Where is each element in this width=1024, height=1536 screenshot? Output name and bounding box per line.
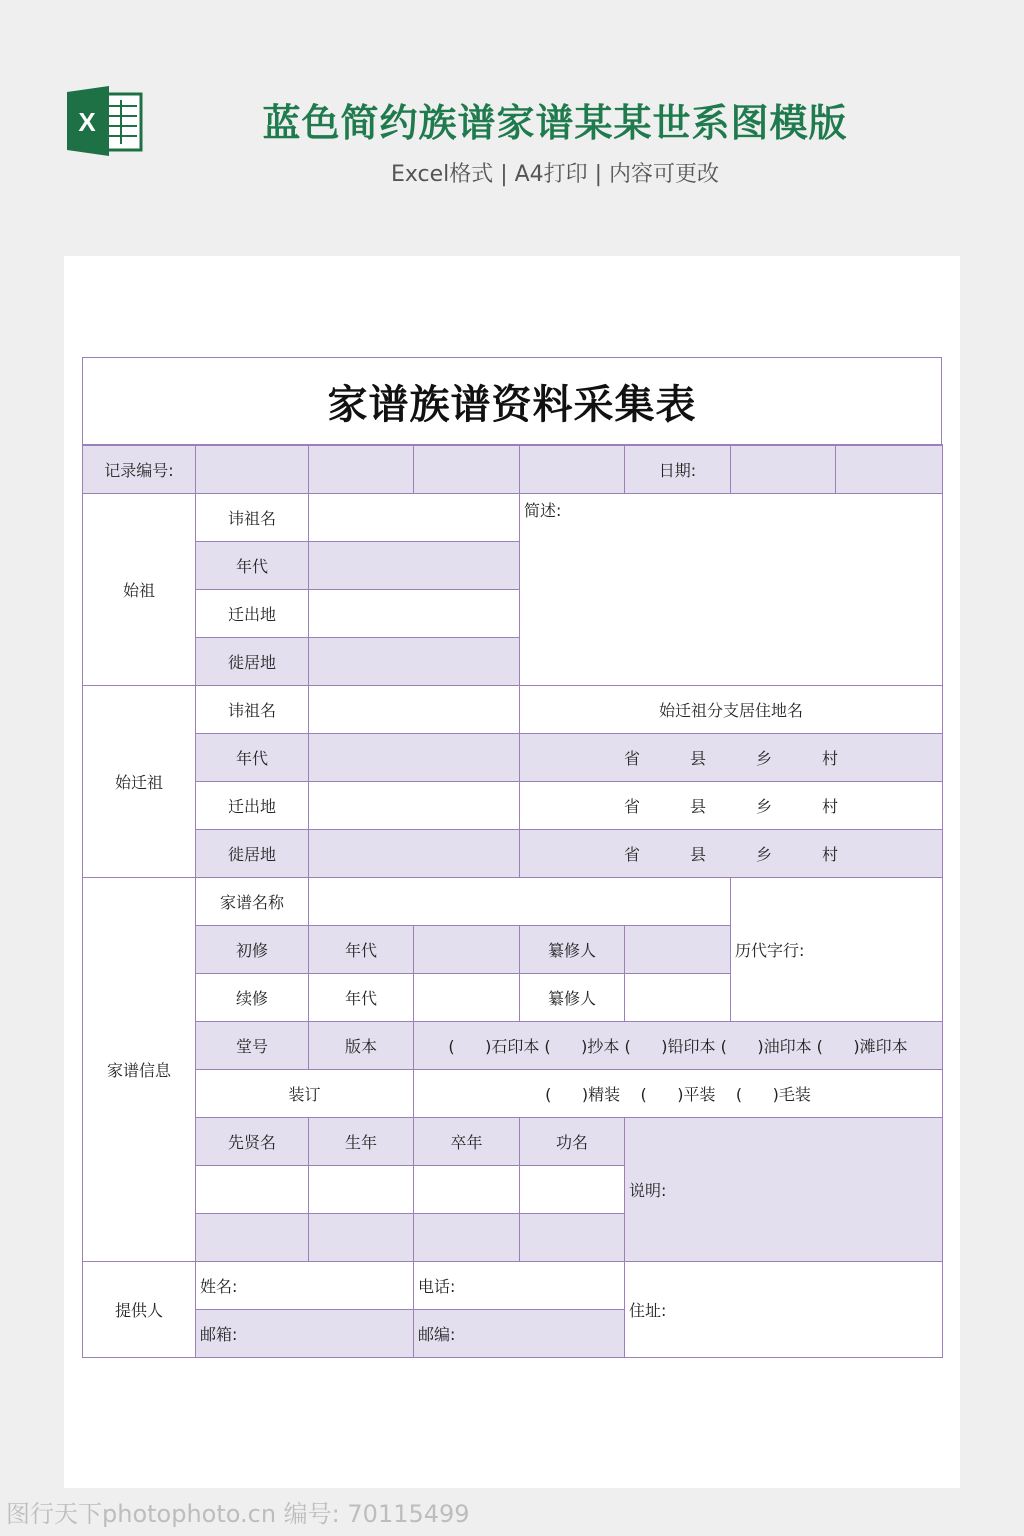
ancestor-cell[interactable] bbox=[520, 1166, 625, 1214]
provider-name-field[interactable]: 姓名: bbox=[196, 1262, 414, 1310]
shizu-origin-input[interactable] bbox=[309, 590, 520, 638]
shiqianzu-name-label: 讳祖名 bbox=[196, 686, 309, 734]
provider-email-field[interactable]: 邮箱: bbox=[196, 1310, 414, 1358]
shiqianzu-origin-label: 迁出地 bbox=[196, 782, 309, 830]
shiqianzu-residence-input[interactable] bbox=[309, 830, 520, 878]
record-no-cell[interactable] bbox=[309, 445, 414, 494]
shiqianzu-era-input[interactable] bbox=[309, 734, 520, 782]
branch-place-row[interactable]: 省 县 乡 村 bbox=[520, 830, 943, 878]
record-no-cell[interactable] bbox=[520, 445, 625, 494]
date-label: 日期: bbox=[625, 445, 731, 494]
notes-field[interactable]: 说明: bbox=[625, 1118, 943, 1262]
ancestor-death-header: 卒年 bbox=[414, 1118, 520, 1166]
ancestor-cell[interactable] bbox=[520, 1214, 625, 1262]
document-page bbox=[64, 256, 960, 1488]
binding-options[interactable]: ( )精装 ( )平装 ( )毛装 bbox=[414, 1070, 943, 1118]
branch-place-row[interactable]: 省 县 乡 村 bbox=[520, 734, 943, 782]
record-row bbox=[83, 445, 943, 494]
ancestor-cell[interactable] bbox=[414, 1166, 520, 1214]
first-edit-editor-input[interactable] bbox=[625, 926, 731, 974]
watermark-text: 图行天下photophoto.cn 编号: 70115499 bbox=[6, 1500, 470, 1528]
shiqianzu-origin-input[interactable] bbox=[309, 782, 520, 830]
record-no-cell[interactable] bbox=[414, 445, 520, 494]
shizu-origin-label: 迁出地 bbox=[196, 590, 309, 638]
shizu-era-label: 年代 bbox=[196, 542, 309, 590]
shizu-residence-input[interactable] bbox=[309, 638, 520, 686]
page-subtitle: Excel格式 | A4打印 | 内容可更改 bbox=[390, 162, 720, 187]
shiqianzu-section-label: 始迁祖 bbox=[83, 686, 196, 878]
shizu-era-input[interactable] bbox=[309, 542, 520, 590]
first-edit-label: 初修 bbox=[196, 926, 309, 974]
shizu-section-label: 始祖 bbox=[83, 494, 196, 686]
jiapu-section-label: 家谱信息 bbox=[83, 878, 196, 1262]
shizu-residence-label: 徙居地 bbox=[196, 638, 309, 686]
ancestor-cell[interactable] bbox=[196, 1214, 309, 1262]
ancestor-cell[interactable] bbox=[414, 1214, 520, 1262]
form-table bbox=[82, 444, 943, 1358]
record-no-label: 记录编号: bbox=[83, 445, 196, 494]
provider-phone-field[interactable]: 电话: bbox=[414, 1262, 625, 1310]
binding-label: 装订 bbox=[196, 1070, 414, 1118]
first-edit-era-label: 年代 bbox=[309, 926, 414, 974]
date-cell[interactable] bbox=[836, 445, 943, 494]
re-edit-editor-label: 纂修人 bbox=[520, 974, 625, 1022]
form-title: 家谱族谱资料采集表 bbox=[82, 357, 942, 444]
shiqianzu-residence-label: 徙居地 bbox=[196, 830, 309, 878]
provider-section-label: 提供人 bbox=[83, 1262, 196, 1358]
jiapu-name-input[interactable] bbox=[309, 878, 731, 926]
excel-logo-letter: X bbox=[78, 107, 96, 137]
branch-place-row[interactable]: 省 县 乡 村 bbox=[520, 782, 943, 830]
shizu-summary-field[interactable]: 简述: bbox=[520, 494, 943, 686]
hall-name-label: 堂号 bbox=[196, 1022, 309, 1070]
re-edit-era-input[interactable] bbox=[414, 974, 520, 1022]
edition-label: 版本 bbox=[309, 1022, 414, 1070]
ancestor-title-header: 功名 bbox=[520, 1118, 625, 1166]
ancestor-name-header: 先贤名 bbox=[196, 1118, 309, 1166]
shizu-name-input[interactable] bbox=[309, 494, 520, 542]
page-title: 蓝色简约族谱家谱某某世系图模版 bbox=[262, 101, 848, 145]
genealogy-form bbox=[82, 357, 942, 1358]
re-edit-label: 续修 bbox=[196, 974, 309, 1022]
provider-postcode-field[interactable]: 邮编: bbox=[414, 1310, 625, 1358]
generations-field[interactable]: 历代字行: bbox=[731, 878, 943, 1022]
provider-address-field[interactable]: 住址: bbox=[625, 1262, 943, 1358]
first-edit-era-input[interactable] bbox=[414, 926, 520, 974]
jiapu-name-label: 家谱名称 bbox=[196, 878, 309, 926]
shiqianzu-name-input[interactable] bbox=[309, 686, 520, 734]
shizu-name-label: 讳祖名 bbox=[196, 494, 309, 542]
branch-residence-header: 始迁祖分支居住地名 bbox=[520, 686, 943, 734]
ancestor-cell[interactable] bbox=[309, 1214, 414, 1262]
re-edit-era-label: 年代 bbox=[309, 974, 414, 1022]
first-edit-editor-label: 纂修人 bbox=[520, 926, 625, 974]
shiqianzu-era-label: 年代 bbox=[196, 734, 309, 782]
excel-icon bbox=[67, 86, 143, 156]
ancestor-birth-header: 生年 bbox=[309, 1118, 414, 1166]
date-cell[interactable] bbox=[731, 445, 836, 494]
ancestor-cell[interactable] bbox=[309, 1166, 414, 1214]
ancestor-cell[interactable] bbox=[196, 1166, 309, 1214]
re-edit-editor-input[interactable] bbox=[625, 974, 731, 1022]
record-no-cell[interactable] bbox=[196, 445, 309, 494]
edition-options[interactable]: ( )石印本 ( )抄本 ( )铅印本 ( )油印本 ( )滩印本 bbox=[414, 1022, 943, 1070]
